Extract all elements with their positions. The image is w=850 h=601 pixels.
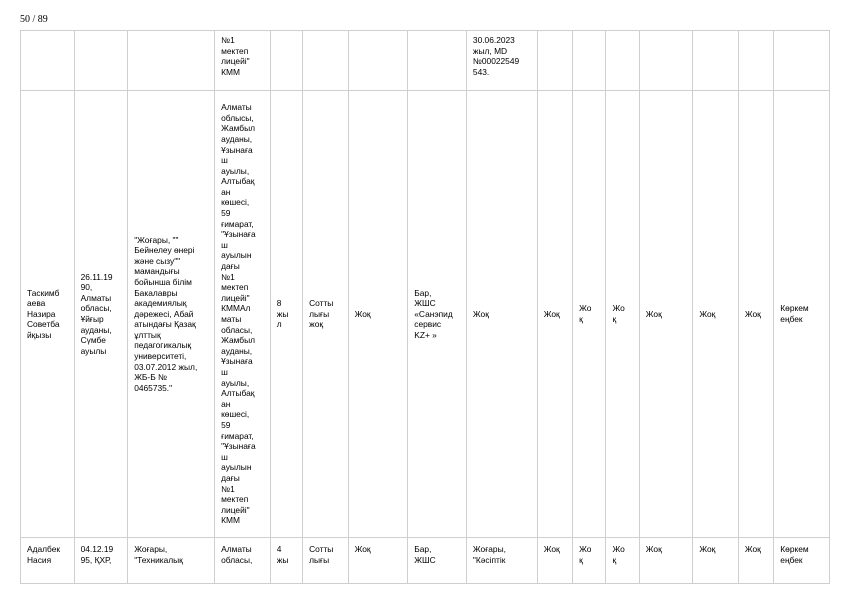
- table-cell: [774, 31, 830, 91]
- table-cell: [738, 31, 773, 91]
- table-cell: Жо қ: [573, 91, 606, 538]
- table-cell: 4 жы: [270, 538, 302, 584]
- table-cell: 30.06.2023 жыл, MD №00022549 543.: [466, 31, 537, 91]
- table-cell: "Жоғары, "" Бейнелеу өнері және сызу"" мамандығы бойынша білім Бакалавры академиялық дәрежесі, Абай атындағы Қазақ ұлттық педагогикалық университеті, 03.07.2012 жыл, ЖБ-Б № 0465735.": [128, 91, 215, 538]
- page-number: 50 / 89: [20, 14, 48, 25]
- table-cell: Таскимб aева Назира Советба йқызы: [21, 91, 75, 538]
- table-cell: Жо қ: [606, 538, 639, 584]
- table-cell: Жоқ: [639, 538, 693, 584]
- table-cell: [693, 31, 739, 91]
- table-cell: Адалбек Насия: [21, 538, 75, 584]
- table-cell: Көркем еңбек: [774, 538, 830, 584]
- table-cell: [21, 31, 75, 91]
- table-cell: Жо қ: [573, 538, 606, 584]
- table-cell: [270, 31, 302, 91]
- table-cell: Алматы облысы, Жамбыл ауданы, Ұзынаға ш ауылы, Алтыбақ ан көшесі, 59 ғимарат, "Ұзынаға ш ауылын дағы №1 мектеп лицейі" КММАл маты обласы, Жамбыл ауданы, Ұзынаға ш ауылы, Алтыбақ ан көшесі, 59 ғимарат, "Ұзынаға ш ауылын дағы №1 мектеп лицейі" КММ: [215, 91, 271, 538]
- table-cell: [74, 31, 128, 91]
- table-cell: 8 жы л: [270, 91, 302, 538]
- table-cell: [537, 31, 572, 91]
- table-cell: Жоқ: [348, 538, 408, 584]
- table-cell: 04.12.19 95, ҚХР,: [74, 538, 128, 584]
- table-cell: Жоқ: [738, 91, 773, 538]
- table-cell: [573, 31, 606, 91]
- table-cell: Алматы обласы,: [215, 538, 271, 584]
- table-cell: Жоқ: [693, 538, 739, 584]
- table-cell: Жоғары, "Техникалық: [128, 538, 215, 584]
- table-cell: [639, 31, 693, 91]
- table-cell: [348, 31, 408, 91]
- table-cell: Көркем еңбек: [774, 91, 830, 538]
- table-cell: [606, 31, 639, 91]
- table-cell: Сотты лығы: [303, 538, 349, 584]
- table-cell: Жоқ: [693, 91, 739, 538]
- table-cell: №1 мектеп лицейі" КММ: [215, 31, 271, 91]
- table-cell: Жоқ: [537, 91, 572, 538]
- table-cell: Жоқ: [738, 538, 773, 584]
- table-cell: Бар, ЖШС «Санэпид сервис KZ+ »: [408, 91, 467, 538]
- table-row: [21, 538, 830, 584]
- table-cell: Жоқ: [466, 91, 537, 538]
- table-cell: Сотты лығы жоқ: [303, 91, 349, 538]
- table-cell: [408, 31, 467, 91]
- table-cell: [303, 31, 349, 91]
- table-cell: Жоқ: [348, 91, 408, 538]
- table-cell: Жоғары, "Кәсіптік: [466, 538, 537, 584]
- staff-table: [20, 30, 830, 584]
- table-cell: Жо қ: [606, 91, 639, 538]
- table-row: [21, 91, 830, 538]
- table-cell: Жоқ: [537, 538, 572, 584]
- table-cell: 26.11.19 90, Алматы обласы, Ұйғыр ауданы, Сүмбе ауылы: [74, 91, 128, 538]
- table-cell: Бар, ЖШС: [408, 538, 467, 584]
- table-cell: Жоқ: [639, 91, 693, 538]
- table-row: [21, 31, 830, 91]
- table-cell: [128, 31, 215, 91]
